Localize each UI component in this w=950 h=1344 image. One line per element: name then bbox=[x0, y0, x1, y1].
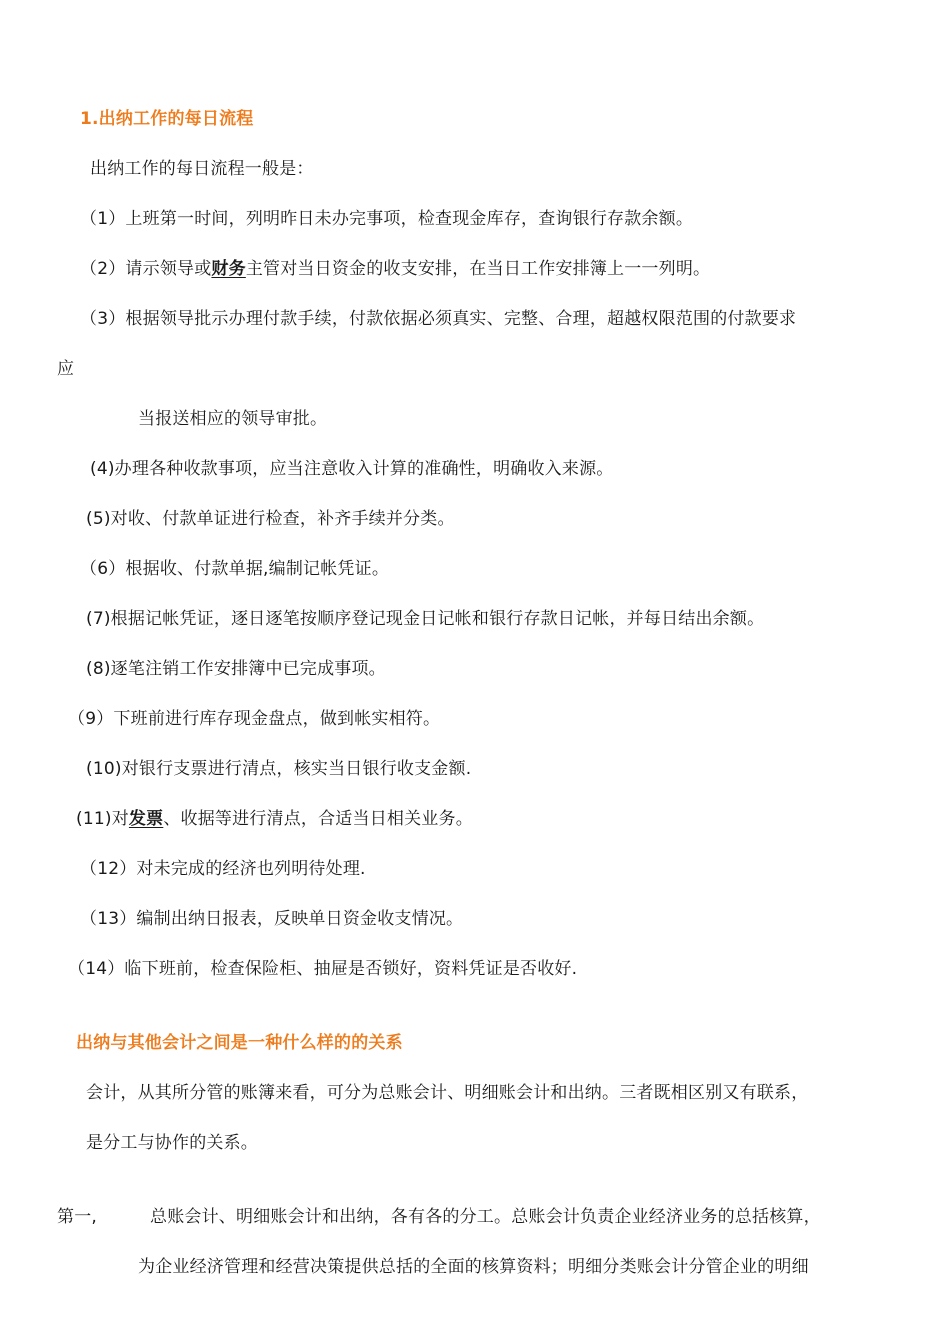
section2-heading: 出纳与其他会计之间是一种什么样的的关系 bbox=[76, 1033, 403, 1053]
section1-intro: 出纳工作的每日流程一般是： bbox=[90, 159, 314, 179]
section2-para1-line1: 会计，从其所分管的账簿来看，可分为总账会计、明细账会计和出纳。三者既相区别又有联系， bbox=[86, 1083, 809, 1103]
list-item-8: (8)逐笔注销工作安排簿中已完成事项。 bbox=[86, 659, 386, 679]
invoice-link[interactable]: 发票 bbox=[128, 809, 164, 829]
list-item-11-prefix: (11)对 bbox=[76, 809, 129, 829]
first-point-line1: 总账会计、明细账会计和出纳，各有各的分工。总账会计负责企业经济业务的总括核算， bbox=[150, 1207, 821, 1227]
list-item-2 bbox=[80, 257, 710, 281]
list-item-3-cont: 当报送相应的领导审批。 bbox=[138, 409, 328, 429]
section2-para1-line2: 是分工与协作的关系。 bbox=[86, 1133, 258, 1153]
list-item-11-rest: 、收据等进行清点，合适当日相关业务。 bbox=[163, 809, 473, 829]
list-item-13: （13）编制出纳日报表，反映单日资金收支情况。 bbox=[80, 909, 464, 929]
list-item-3-wrap: 应 bbox=[57, 359, 75, 379]
list-item-1: （1）上班第一时间，列明昨日未办完事项，检查现金库存，查询银行存款余额。 bbox=[80, 209, 694, 229]
list-item-2-prefix: （2）请示领导或 bbox=[80, 259, 212, 279]
list-item-7: (7)根据记帐凭证，逐日逐笔按顺序登记现金日记帐和银行存款日记帐，并每日结出余额。 bbox=[86, 609, 765, 629]
list-item-2-rest: 主管对当日资金的收支安排，在当日工作安排簿上一一列明。 bbox=[245, 259, 711, 279]
first-point-label: 第一, bbox=[57, 1207, 98, 1227]
first-point-line2: 为企业经济管理和经营决策提供总括的全面的核算资料；明细分类账会计分管企业的明细 bbox=[138, 1257, 809, 1277]
list-item-6: （6）根据收、付款单据,编制记帐凭证。 bbox=[80, 559, 390, 579]
section1-heading: 1.出纳工作的每日流程 bbox=[80, 109, 254, 129]
finance-link[interactable]: 财务 bbox=[211, 259, 246, 279]
list-item-3: （3）根据领导批示办理付款手续，付款依据必须真实、完整、合理，超越权限范围的付款要求 bbox=[80, 309, 797, 329]
list-item-12: （12）对未完成的经济也列明待处理. bbox=[80, 859, 366, 879]
list-item-14: （14）临下班前，检查保险柜、抽屉是否锁好，资料凭证是否收好. bbox=[68, 959, 578, 979]
list-item-9: （9）下班前进行库存现金盘点，做到帐实相符。 bbox=[68, 709, 441, 729]
list-item-11 bbox=[76, 807, 473, 831]
list-item-4: (4)办理各种收款事项，应当注意收入计算的准确性，明确收入来源。 bbox=[90, 459, 614, 479]
list-item-10: (10)对银行支票进行清点，核实当日银行收支金额. bbox=[86, 759, 472, 779]
list-item-5: (5)对收、付款单证进行检查，补齐手续并分类。 bbox=[86, 509, 455, 529]
